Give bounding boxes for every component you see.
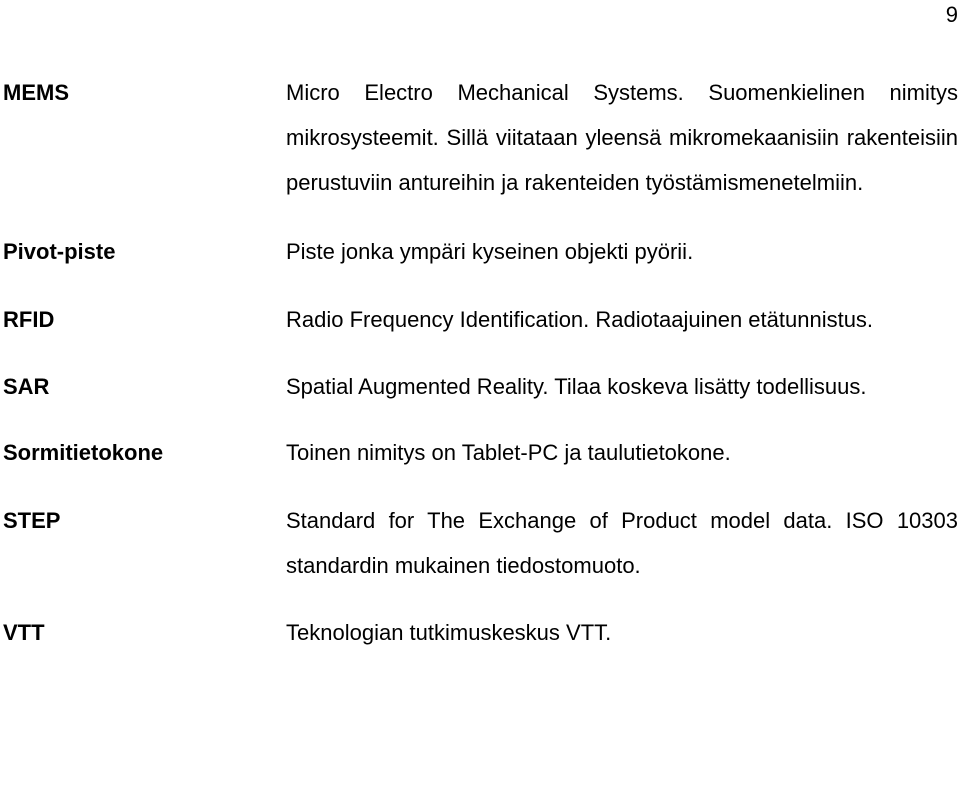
glossary-term: Pivot-piste	[3, 239, 116, 264]
glossary-entry-vtt	[0, 610, 960, 655]
glossary-list	[0, 70, 960, 655]
glossary-definition: Piste jonka ympäri kyseinen objekti pyörii.	[286, 239, 694, 264]
glossary-definition: Micro Electro Mechanical Systems. Suomenkielinen nimitys mikrosysteemit. Sillä viitataan yleensä mikromekaanisiin rakenteisiin perustuviin antureihin ja rakenteiden työstämismenetelmiin.	[286, 80, 958, 195]
glossary-term: STEP	[3, 508, 61, 533]
glossary-entry-sormitietokone	[0, 430, 960, 475]
glossary-definition: Teknologian tutkimuskeskus VTT.	[286, 620, 612, 645]
glossary-term: MEMS	[3, 80, 69, 105]
page-number: 9	[945, 2, 958, 27]
glossary-definition: Radio Frequency Identification. Radiotaajuinen etätunnistus.	[286, 307, 874, 332]
glossary-entry-sar	[0, 364, 960, 409]
glossary-entry-mems	[0, 70, 960, 205]
glossary-entry-pivot-piste	[0, 229, 960, 274]
glossary-entry-rfid	[0, 297, 960, 342]
glossary-term: SAR	[3, 374, 50, 399]
glossary-term: VTT	[3, 620, 45, 645]
glossary-definition: Standard for The Exchange of Product model data. ISO 10303 standardin mukainen tiedostomuoto.	[286, 508, 958, 578]
glossary-definition: Toinen nimitys on Tablet-PC ja taulutietokone.	[286, 440, 731, 465]
glossary-entry-step	[0, 498, 960, 588]
glossary-definition: Spatial Augmented Reality. Tilaa koskeva lisätty todellisuus.	[286, 374, 867, 399]
glossary-term: RFID	[3, 307, 55, 332]
glossary-term: Sormitietokone	[3, 440, 164, 465]
